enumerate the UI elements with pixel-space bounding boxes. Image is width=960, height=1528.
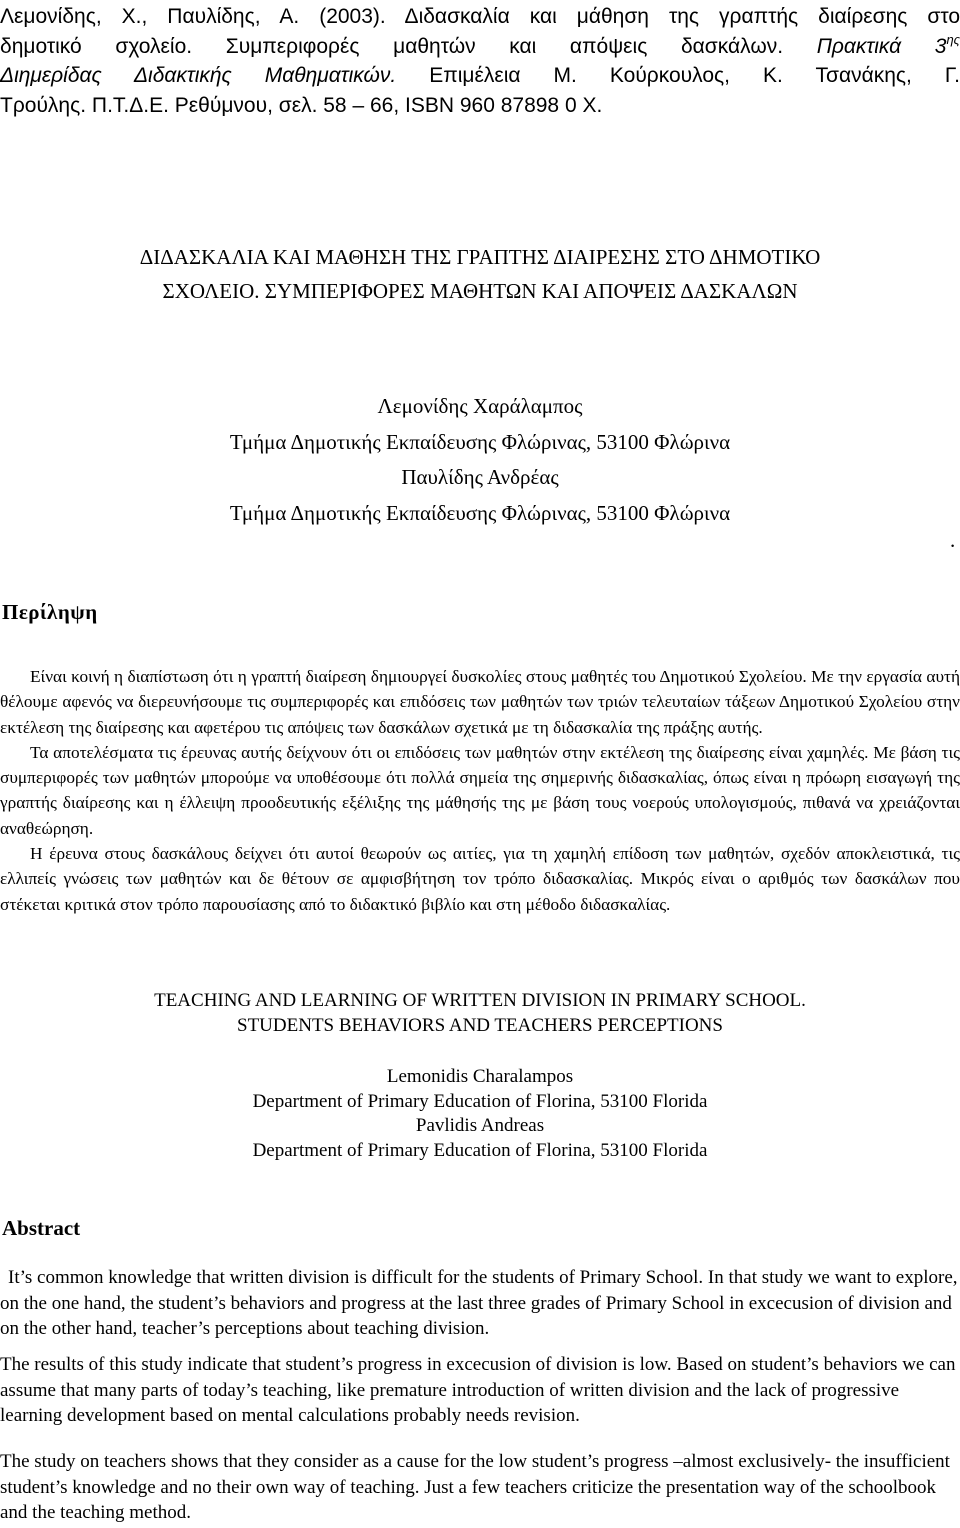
author-affiliation: Department of Primary Education of Florina, 53100 Florida (252, 1140, 708, 1162)
english-authors (0, 1065, 960, 1164)
english-title-line-1: TEACHING AND LEARNING OF WRITTEN DIVISION IN PRIMARY SCHOOL. (154, 990, 806, 1011)
author-name: Lemonidis Charalampos (386, 1066, 574, 1087)
english-abstract-heading: Abstract (2, 1216, 81, 1240)
stray-period: . (950, 528, 956, 552)
citation-line-2 (0, 32, 960, 62)
author-name: Λεμονίδης Χαράλαμπος (377, 394, 583, 418)
citation-plain-text: δημοτικό σχολείο. Συμπεριφορές μαθητών και απόψεις δασκάλων. (0, 34, 817, 58)
english-abstract-paragraph-2: The results of this study indicate that student’s progress in excecusion of division is low. Based on student’s behaviors we can assume that many parts of today’s teaching, like premature introduction of written division and the lack of progressive learning development based on mental calculations probably needs revision. (0, 1354, 956, 1426)
greek-abstract-paragraph-3: Η έρευνα στους δασκάλους δείχνει ότι αυτοί θεωρούν ως αιτίες, για τη χαμηλή επίδοση των μαθητών, σχεδόν αποκλειστικά, τις ελλιπείς γνώσεις των μαθητών και δε θέτουν σε αμφισβήτηση τον τρόπο διδασκαλίας. Μικρός είναι ο αριθμός των δασκάλων που στέκεται κριτικά στον τρόπο παρουσίασης από το διδακτικό βιβλίο και στη μέθοδο διδασκαλίας. (0, 844, 960, 914)
greek-abstract (0, 664, 960, 917)
english-abstract-paragraph-1-block (0, 1265, 960, 1342)
citation-editors: Επιμέλεια Μ. Κούρκουλος, Κ. Τσανάκης, Γ. (396, 64, 960, 87)
greek-title-line-2: ΣΧΟΛΕΙΟ. ΣΥΜΠΕΡΙΦΟΡΕΣ ΜΑΘΗΤΩΝ ΚΑΙ ΑΠΟΨΕΙΣ ΔΑΣΚΑΛΩΝ (162, 279, 798, 303)
greek-title-line-1: ΔΙΔΑΣΚΑΛΙΑ ΚΑΙ ΜΑΘΗΣΗ ΤΗΣ ΓΡΑΠΤΗΣ ΔΙΑΙΡΕΣΗΣ ΣΤΟ ΔΗΜΟΤΙΚΟ (139, 245, 821, 269)
author-name: Pavlidis Andreas (415, 1115, 545, 1137)
citation-conference-name: Διημερίδας Διδακτικής Μαθηματικών. (0, 64, 397, 87)
english-abstract-paragraph-3: The study on teachers shows that they consider as a cause for the low student’s progress –almost exclusively- the insufficient student’s knowledge and no their own way of teaching. Just a few teachers criticize the presentation way of the schoolbook and the teaching method. (0, 1451, 950, 1523)
greek-title (0, 240, 960, 308)
citation-line-3 (0, 61, 960, 91)
citation-proceedings: Πρακτικά 3 (816, 34, 947, 58)
citation-ordinal-superscript: ης (946, 31, 960, 47)
greek-abstract-heading: Περίληψη (2, 600, 98, 624)
citation (0, 2, 960, 120)
citation-line-4: Τρούλης. Π.Τ.Δ.Ε. Ρεθύμνου, σελ. 58 – 66, ISBN 960 87898 0 Χ. (0, 93, 603, 117)
citation-line-1: Λεμονίδης, Χ., Παυλίδης, Α. (2003). Διδασκαλία και μάθηση της γραπτής διαίρεσης στο (0, 5, 960, 28)
greek-abstract-paragraph-1: Είναι κοινή η διαπίστωση ότι η γραπτή διαίρεση δημιουργεί δυσκολίες στους μαθητές του Δημοτικού Σχολείου. Με την εργασία αυτή θέλουμε αφενός να διερευνήσουμε τις συμπεριφορές και επιδόσεις των μαθητών των τριών τελευταίων τάξεων Δημοτικού Σχολείου στην εκτέλεση της διαίρεσης και αφετέρου τις απόψεις των δασκάλων σχετικά με τη διδασκαλία της πράξης αυτής. (0, 667, 960, 737)
author-affiliation: Τμήμα Δημοτικής Εκπαίδευσης Φλώρινας, 53100 Φλώρινα (229, 500, 731, 525)
english-abstract-paragraph-2-block (0, 1352, 960, 1429)
english-title (0, 988, 960, 1038)
greek-authors (0, 389, 960, 531)
greek-abstract-paragraph-2: Τα αποτελέσματα τις έρευνας αυτής δείχνουν ότι οι επιδόσεις των μαθητών στην εκτέλεση της διαίρεσης είναι χαμηλές. Με βάση τις συμπεριφορές των μαθητών μπορούμε να υποθέσουμε ότι πολλά σημεία της σημερινής διδασκαλίας, όπως είναι η πρόωρη εισαγωγή της γραπτής διαίρεσης και η έλλειψη προοδευτικής εξέλιξης της μάθησής της με βάση τους νοερούς υπολογισμούς, πιθανά να χρειάζονται αναθεώρηση. (0, 742, 960, 838)
english-title-line-2: STUDENTS BEHAVIORS AND TEACHERS PERCEPTIONS (237, 1015, 723, 1036)
english-abstract-paragraph-1: It’s common knowledge that written division is difficult for the students of Primary School. In that study we want to explore, on the one hand, the student’s behaviors and progress at the last three grades of Primary School in excecusion of division and on the other hand, teacher’s perceptions about teaching division. (0, 1267, 958, 1339)
author-affiliation: Department of Primary Education of Florina, 53100 Florida (252, 1090, 708, 1112)
author-affiliation: Τμήμα Δημοτικής Εκπαίδευσης Φλώρινας, 53100 Φλώρινα (229, 429, 731, 454)
english-abstract-paragraph-3-block (0, 1449, 960, 1526)
author-name: Παυλίδης Ανδρέας (401, 465, 559, 489)
